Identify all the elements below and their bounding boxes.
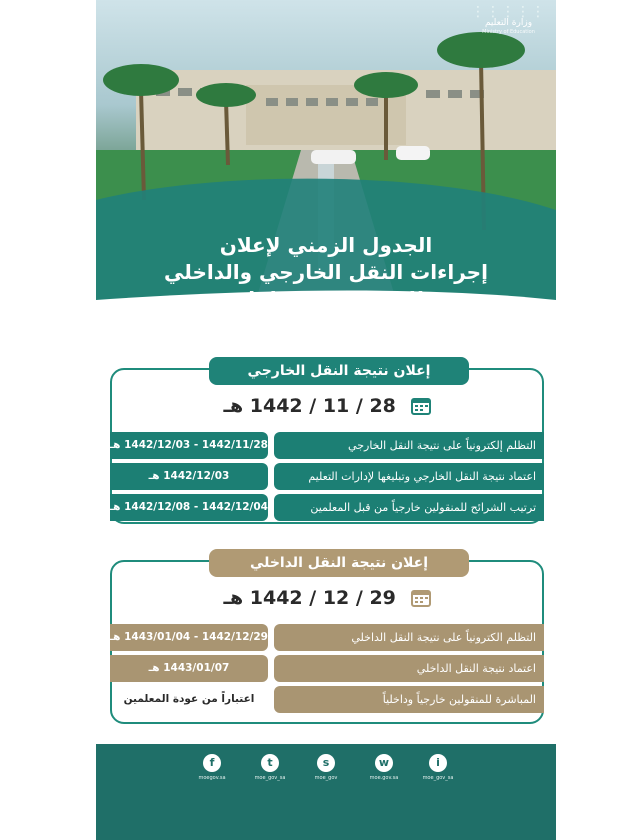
calendar-icon <box>411 588 431 607</box>
row-label: ترتيب الشرائح للمنقولين خارجياً من قبل المعلمين <box>274 494 544 521</box>
row-label: التظلم الكترونياً على نتيجة النقل الداخلي <box>274 624 544 651</box>
table-row <box>110 432 544 459</box>
social-handle: moe_gov <box>314 775 338 781</box>
calendar-icon <box>411 396 431 415</box>
logo-arabic: وزارة التعليم <box>484 18 533 28</box>
twitter-icon: t <box>261 754 279 772</box>
row-value: 1443/01/07 هـ <box>110 655 268 682</box>
table-row <box>110 655 544 682</box>
row-value: 1442/12/03 هـ <box>110 463 268 490</box>
snapchat-icon: s <box>317 754 335 772</box>
social-website[interactable] <box>354 754 414 781</box>
logo-english: Ministry of Education <box>482 29 535 35</box>
external-date <box>112 392 542 420</box>
row-value: اعتباراً من عودة المعلمين <box>123 693 255 705</box>
external-section-heading: إعلان نتيجة النقل الخارجي <box>209 357 469 385</box>
external-transfer-section <box>110 363 544 524</box>
internal-section-heading: إعلان نتيجة النقل الداخلي <box>209 549 469 577</box>
row-label: المباشرة للمنقولين خارجياً وداخلياً <box>274 686 544 713</box>
row-label: اعتماد نتيجة النقل الداخلي <box>274 655 544 682</box>
internal-date <box>112 584 542 612</box>
footer <box>96 744 556 840</box>
table-row <box>110 624 544 651</box>
facebook-icon: f <box>203 754 221 772</box>
internal-transfer-section <box>110 555 544 724</box>
row-value: 1442/11/28 - 1442/12/03 هـ <box>110 432 268 459</box>
page-title <box>96 232 556 313</box>
row-label: التظلم إلكترونياً على نتيجة النقل الخارجي <box>274 432 544 459</box>
internal-date-text: 29 / 12 / 1442 هـ <box>223 587 396 609</box>
title-line-3: للمعلمين والمعلمات <box>228 287 424 311</box>
table-row <box>110 463 544 490</box>
website-icon: w <box>375 754 393 772</box>
logo-mark-icon: ⋮⋮⋮⋮⋮ <box>471 4 546 20</box>
row-value: 1442/12/04 - 1442/12/08 هـ <box>110 494 268 521</box>
social-handle: moegov.sa <box>198 775 226 781</box>
row-value: 1442/12/29 - 1443/01/04 هـ <box>110 624 268 651</box>
table-row <box>110 686 544 713</box>
title-line-1: الجدول الزمني لإعلان <box>219 233 433 257</box>
social-twitter[interactable] <box>240 754 300 781</box>
social-handle: moe.gov.sa <box>369 775 399 781</box>
internal-rows <box>110 624 544 717</box>
row-label: اعتماد نتيجة النقل الخارجي وتبليغها لإدارات التعليم <box>274 463 544 490</box>
table-row <box>110 494 544 521</box>
ministry-logo <box>471 6 546 35</box>
social-facebook[interactable] <box>182 754 242 781</box>
external-rows <box>110 432 544 525</box>
social-instagram[interactable] <box>408 754 468 781</box>
announcement-poster <box>96 0 556 840</box>
social-snapchat[interactable] <box>296 754 356 781</box>
title-line-2: إجراءات النقل الخارجي والداخلي <box>164 260 488 284</box>
social-handle: moe_gov_sa <box>254 775 286 781</box>
external-date-text: 28 / 11 / 1442 هـ <box>223 395 396 417</box>
social-handle: moe_gov_sa <box>422 775 454 781</box>
instagram-icon: i <box>429 754 447 772</box>
